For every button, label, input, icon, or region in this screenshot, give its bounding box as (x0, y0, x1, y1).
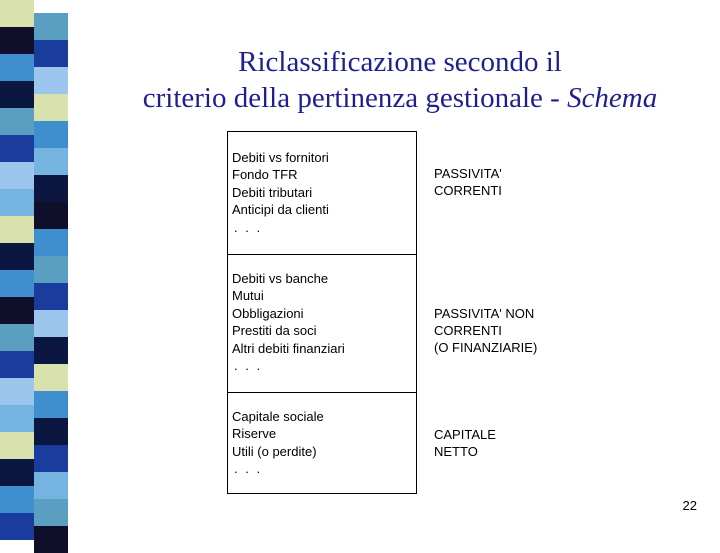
stripe-tile (34, 499, 68, 526)
item: Riserve (232, 426, 277, 442)
stripe-tile (0, 243, 34, 270)
stripe-tile (0, 108, 34, 135)
title-line-2 (95, 80, 705, 116)
stripe-tile (34, 256, 68, 283)
stripe-tile (34, 67, 68, 94)
stripe-tile (0, 351, 34, 378)
item: Debiti vs banche (232, 271, 329, 286)
stripe-tile (34, 283, 68, 310)
stripe-tile (34, 229, 68, 256)
label-non-current-liabilities: PASSIVITA' NON CORRENTI (O FINANZIARIE) (434, 306, 538, 355)
stripe-tile (34, 13, 68, 40)
item: Anticipi da clienti (232, 202, 329, 218)
stripe-tile (0, 81, 34, 108)
item-ellipsis: . . . (234, 219, 263, 235)
stripe-tile (0, 513, 34, 540)
item: Fondo TFR (232, 167, 298, 183)
stripe-tile (34, 40, 68, 67)
stripe-tile (0, 459, 34, 486)
stripe-tile (0, 216, 34, 243)
label-current-liabilities: PASSIVITA' CORRENTI (434, 166, 502, 198)
item: Debiti vs fornitori (232, 150, 329, 165)
stripe-tile (0, 270, 34, 297)
stripe-tile (0, 27, 34, 54)
page-number: 22 (682, 498, 697, 513)
stripe-tile (0, 486, 34, 513)
stripe-tile (34, 472, 68, 499)
item: Altri debiti finanziari (232, 340, 345, 356)
stripe-tile (34, 337, 68, 364)
stripe-tile (34, 418, 68, 445)
item: Debiti tributari (232, 184, 313, 200)
stripe-tile (34, 445, 68, 472)
slide-title (95, 44, 705, 116)
stripe-tile (0, 162, 34, 189)
stripe-tile (34, 202, 68, 229)
stripe-tile (0, 54, 34, 81)
stripe-tile (34, 94, 68, 121)
stripe-tile (34, 148, 68, 175)
item: Obbligazioni (232, 305, 304, 321)
items-net-equity (232, 408, 324, 478)
stripe-tile (0, 189, 34, 216)
item: Prestiti da soci (232, 323, 317, 339)
stripe-tile (34, 310, 68, 337)
stripe-tile (0, 432, 34, 459)
item: Mutui (232, 288, 264, 304)
item: Capitale sociale (232, 409, 324, 424)
stripe-tile (0, 405, 34, 432)
stripe-tile (0, 0, 34, 27)
stripe-tile (0, 297, 34, 324)
item-ellipsis: . . . (234, 461, 263, 477)
decorative-stripe (0, 0, 68, 540)
stripe-tile (0, 324, 34, 351)
stripe-tile (34, 121, 68, 148)
label-net-equity: CAPITALE NETTO (434, 427, 496, 459)
stripe-tile (34, 364, 68, 391)
stripe-tile (0, 135, 34, 162)
title-line-1: Riclassificazione secondo il (238, 46, 562, 78)
item: Utili (o perdite) (232, 443, 317, 459)
stripe-tile (0, 378, 34, 405)
title-line-2-text: criterio della pertinenza gestionale - (142, 82, 568, 114)
title-line-2-italic: Schema (567, 82, 658, 114)
stripe-tile (34, 175, 68, 202)
items-current-liabilities (232, 149, 329, 236)
item-ellipsis: . . . (234, 358, 263, 374)
items-non-current-liabilities (232, 270, 345, 374)
stripe-tile (34, 391, 68, 418)
